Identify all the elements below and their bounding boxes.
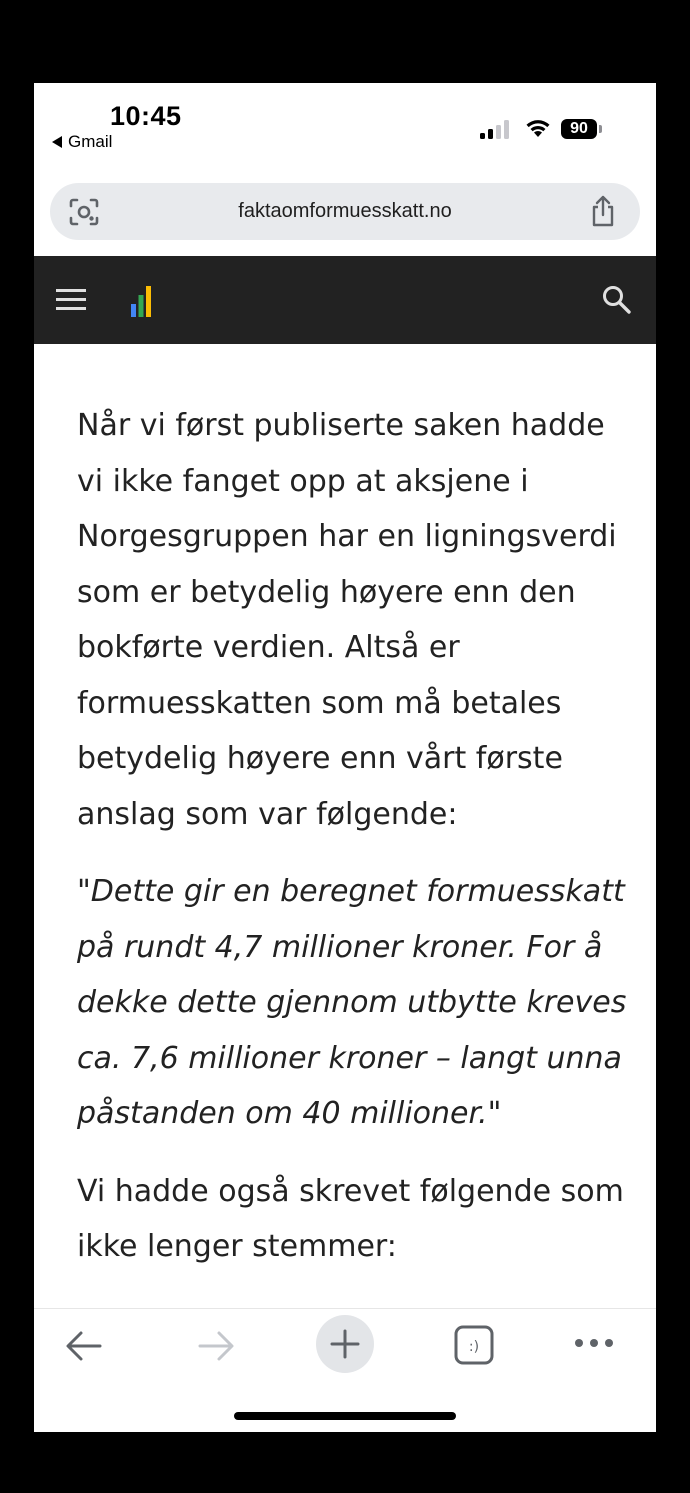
wifi-icon — [524, 117, 552, 139]
battery-nub — [599, 125, 602, 133]
back-triangle-icon — [52, 136, 62, 148]
new-tab-button[interactable] — [316, 1315, 374, 1373]
article-body — [77, 398, 637, 1275]
plus-icon — [329, 1328, 361, 1360]
bar-chart-logo-icon[interactable] — [130, 284, 154, 318]
article-paragraph: Når vi først publiserte saken hadde vi ikke fanget opp at aksjene i Norgesgruppen har en ligningsverdi som er betydelig høyere enn den bokførte verdien. Altså er formuesskatten som må betales betydelig høyere enn vårt første anslag som var følgende: — [77, 408, 617, 832]
back-app-label: Gmail — [68, 132, 113, 151]
forward-arrow-icon[interactable] — [196, 1329, 236, 1363]
more-options-icon[interactable] — [574, 1337, 614, 1349]
hamburger-menu-icon[interactable] — [56, 287, 88, 313]
tab-switcher-label: :) — [468, 1339, 480, 1355]
search-icon[interactable] — [601, 284, 633, 316]
status-time: 10:45 — [110, 101, 182, 131]
site-header — [34, 256, 656, 344]
browser-toolbar — [34, 1308, 656, 1432]
back-to-app-link[interactable] — [52, 132, 112, 152]
home-indicator[interactable] — [234, 1412, 456, 1420]
back-arrow-icon[interactable] — [64, 1329, 104, 1363]
article-paragraph: Vi hadde også skrevet følgende som ikke lenger stemmer: — [77, 1173, 624, 1264]
share-icon[interactable] — [588, 194, 618, 228]
url-text[interactable]: faktaomformuesskatt.no — [238, 200, 452, 222]
battery-indicator: 90 — [561, 119, 597, 139]
address-bar[interactable] — [50, 183, 640, 240]
phone-screen — [34, 83, 656, 1432]
tab-switcher-icon[interactable] — [454, 1325, 494, 1365]
cellular-signal-icon — [480, 119, 509, 139]
article-quote: "Dette gir en beregnet formuesskatt på rundt 4,7 millioner kroner. For å dekke dette gjennom utbytte kreves ca. 7,6 millioner kroner – langt unna påstanden om 40 millioner." — [77, 874, 627, 1131]
